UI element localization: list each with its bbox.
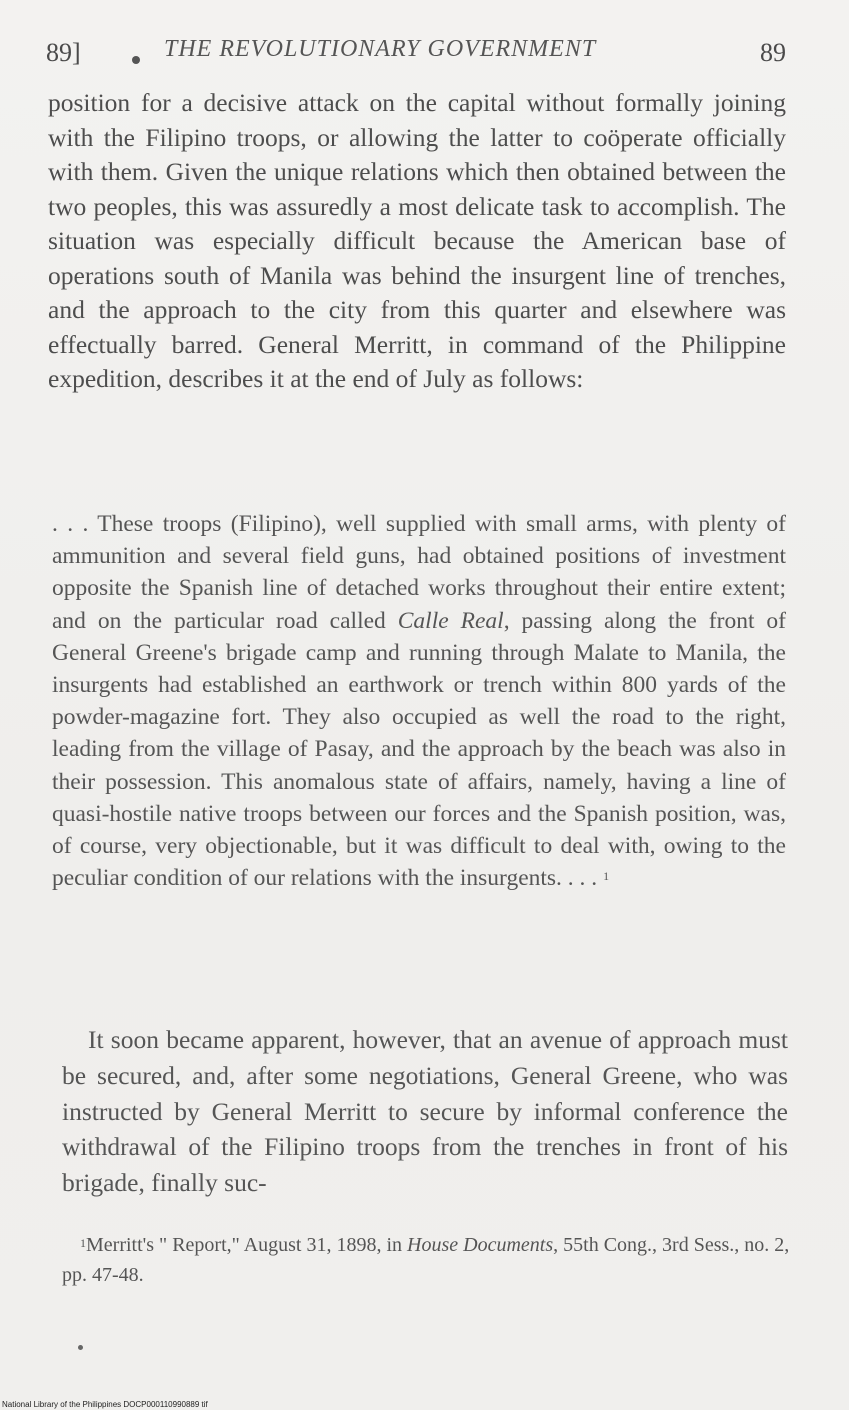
scan-stamp: National Library of the Philippines DOCP000110990889 tif xyxy=(2,1400,208,1409)
block-quote-text xyxy=(52,508,786,894)
footnote xyxy=(62,1230,792,1290)
page-number-right: 89 xyxy=(760,38,786,67)
bullet-mark xyxy=(132,56,140,64)
running-header xyxy=(46,34,786,74)
footnote-text-after: , 55th Cong., 3rd Sess., no. 2, pp. 47-48. xyxy=(62,1234,790,1286)
running-title: THE REVOLUTIONARY GOVERNMENT xyxy=(164,36,597,62)
footnote-text xyxy=(62,1230,792,1290)
footnote-mark: 1 xyxy=(80,1236,86,1250)
quote-italic-road: Calle Real xyxy=(397,607,504,634)
footnote-reference: 1 xyxy=(603,869,610,884)
body-paragraph-text: position for a decisive attack on the capital without formally joining with the Filipino troops, or allowing the latter to coöperate officially with them. Given the unique relations which then obtained between the two peoples, this was assuredly a most delicate task to accomplish. The situation was especially difficult because the American base of operations south of Manila was behind the insurgent line of trenches, and the approach to the city from this quarter and elsewhere was effectually barred. General Merritt, in command of the Philippine expedition, describes it at the end of July as follows: xyxy=(48,88,786,393)
footnote-italic-source: House Documents xyxy=(407,1234,554,1256)
continuation-paragraph-text: It soon became apparent, however, that an avenue of approach must be secured, and, after some negotiations, General Greene, who was instructed by General Merritt to secure by informal conference the withdrawal of the Filipino troops from the trenches in front of his brigade, finally suc- xyxy=(62,1025,788,1198)
body-paragraph xyxy=(48,86,786,397)
page-number-left: 89] xyxy=(46,38,81,67)
continuation-paragraph xyxy=(62,1022,788,1201)
footnote-text-before: Merritt's " Report," August 31, 1898, in xyxy=(86,1234,408,1256)
quote-part-1: . . . These troops (Filipino), well supplied with small arms, with plenty of ammunition and several field guns, had obtained positions of investment opposite the Spanish line of detached works throughout their entire extent; and on the particular road called xyxy=(52,511,786,634)
stray-mark xyxy=(78,1345,83,1350)
quote-part-2: , passing along the front of General Greene's brigade camp and running through Malate to Manila, the insurgents had established an earthwork or trench within 800 yards of the powder-magazine fort. They also occupied as well the road to the right, leading from the village of Pasay, and the approach by the beach was also in their possession. This anomalous state of affairs, namely, having a line of quasi-hostile native troops between our forces and the Spanish position, was, of course, very objectionable, but it was difficult to deal with, owing to the peculiar condition of our relations with the insurgents. . . . xyxy=(52,607,786,892)
block-quote xyxy=(52,508,786,894)
